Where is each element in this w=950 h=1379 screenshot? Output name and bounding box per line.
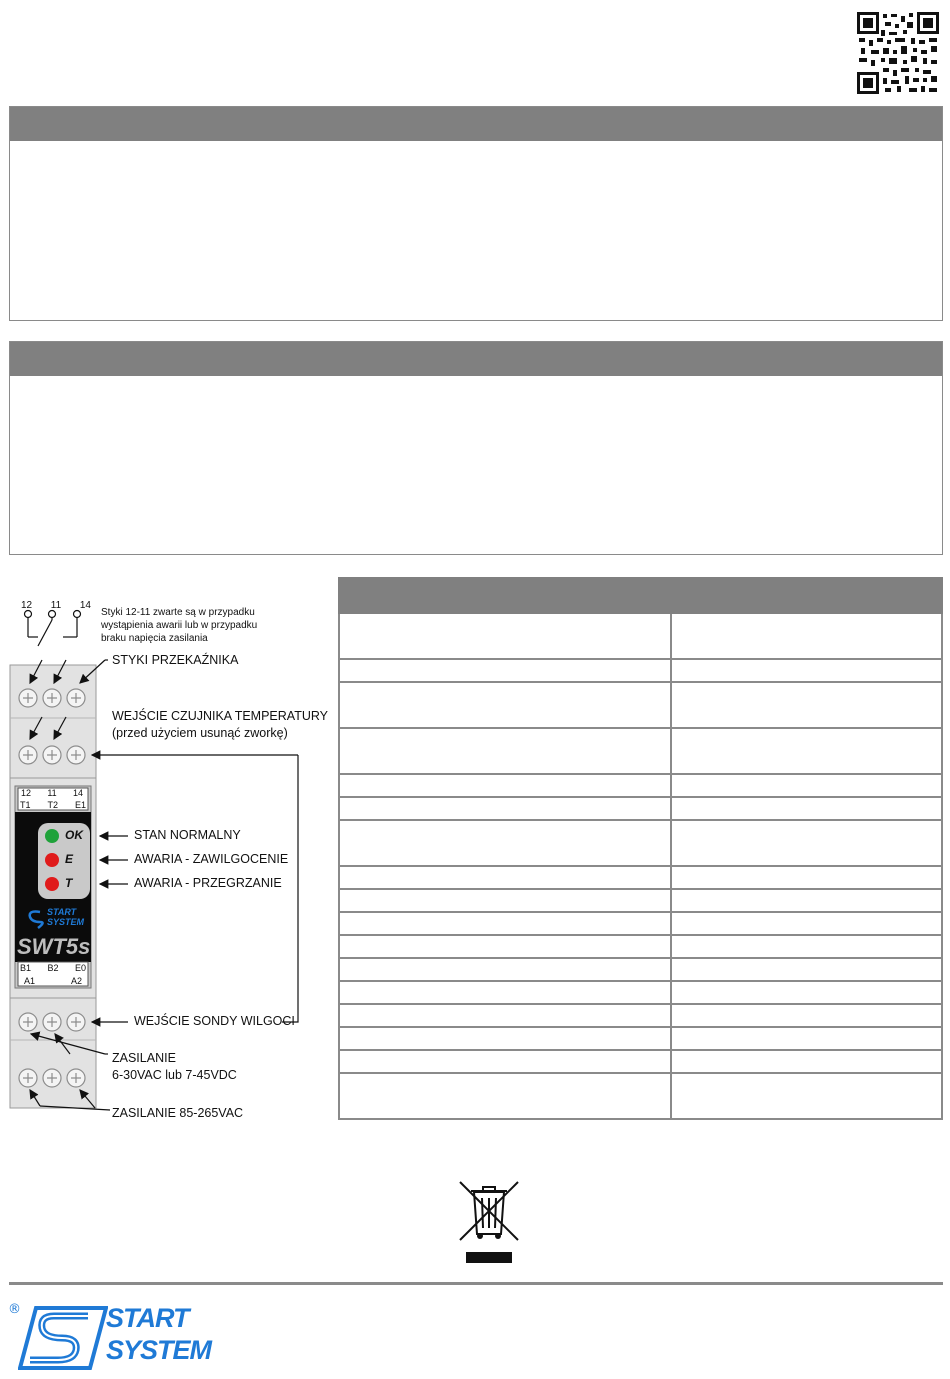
relay-contact-symbol — [25, 611, 81, 647]
table-row — [339, 1073, 942, 1119]
moisture-input-label: WEJŚCIE SONDY WILGOCI — [134, 1014, 295, 1028]
spec-table — [338, 577, 943, 1120]
table-row — [339, 958, 942, 981]
device-model: SWT5s — [17, 934, 91, 959]
table-row — [339, 866, 942, 889]
led-e — [45, 853, 59, 867]
supply-low-range: 6-30VAC lub 7-45VDC — [112, 1068, 237, 1082]
info-panel-1 — [9, 106, 943, 321]
table-row — [339, 912, 942, 935]
terminal-label-bottom-2: A1 A2 — [24, 976, 82, 986]
table-row — [339, 935, 942, 958]
relay-contacts-label: STYKI PRZEKAŹNIKA — [112, 653, 239, 667]
table-row — [339, 613, 942, 659]
led-t — [45, 877, 59, 891]
qr-code-icon — [857, 12, 939, 94]
terminal-label-top-2: T1 T2 E1 — [20, 800, 86, 810]
device-logo-text: START SYSTEM — [47, 907, 85, 927]
led-ok-description: STAN NORMALNY — [134, 828, 241, 842]
table-row — [339, 820, 942, 866]
table-row — [339, 774, 942, 797]
info-panel-2 — [9, 341, 943, 555]
table-row — [339, 728, 942, 774]
table-row — [339, 659, 942, 682]
temp-input-label: WEJŚCIE CZUJNIKA TEMPERATURY — [112, 709, 329, 723]
supply-low-label: ZASILANIE — [112, 1051, 176, 1065]
led-e-letter: E — [65, 852, 74, 866]
panel-header-bar — [10, 342, 942, 376]
led-ok — [45, 829, 59, 843]
logo-text: START SYSTEM — [106, 1303, 212, 1365]
crossed-out-bin-icon — [458, 1178, 520, 1266]
company-logo — [8, 1302, 212, 1372]
relay-terminal-numbers: 12 11 14 — [21, 600, 91, 611]
table-header-row — [339, 578, 942, 613]
table-row — [339, 1004, 942, 1027]
table-row — [339, 889, 942, 912]
terminal-label-top-1: 12 11 14 — [21, 788, 83, 798]
contacts-note: Styki 12-11 zwarte są w przypadku wystąpienia awarii lub w przypadku braku napięcia zasilania — [101, 607, 258, 644]
temp-input-note: (przed użyciem usunąć zworkę) — [112, 726, 288, 740]
table-row — [339, 981, 942, 1004]
terminal-label-bottom-1: B1 B2 E0 — [20, 963, 86, 973]
led-ok-letter: OK — [65, 828, 83, 842]
led-t-description: AWARIA - PRZEGRZANIE — [134, 876, 282, 890]
registered-mark: ® — [8, 1302, 21, 1317]
logo-s-mark — [18, 1306, 108, 1370]
led-t-letter: T — [65, 876, 73, 890]
table-row — [339, 1050, 942, 1073]
panel-header-bar — [10, 107, 942, 141]
table-row — [339, 797, 942, 820]
footer-divider — [9, 1282, 943, 1285]
supply-high-label: ZASILANIE 85-265VAC — [112, 1106, 244, 1120]
table-row — [339, 1027, 942, 1050]
table-header-cell — [339, 578, 942, 613]
table-row — [339, 682, 942, 728]
led-e-description: AWARIA - ZAWILGOCENIE — [134, 852, 289, 866]
